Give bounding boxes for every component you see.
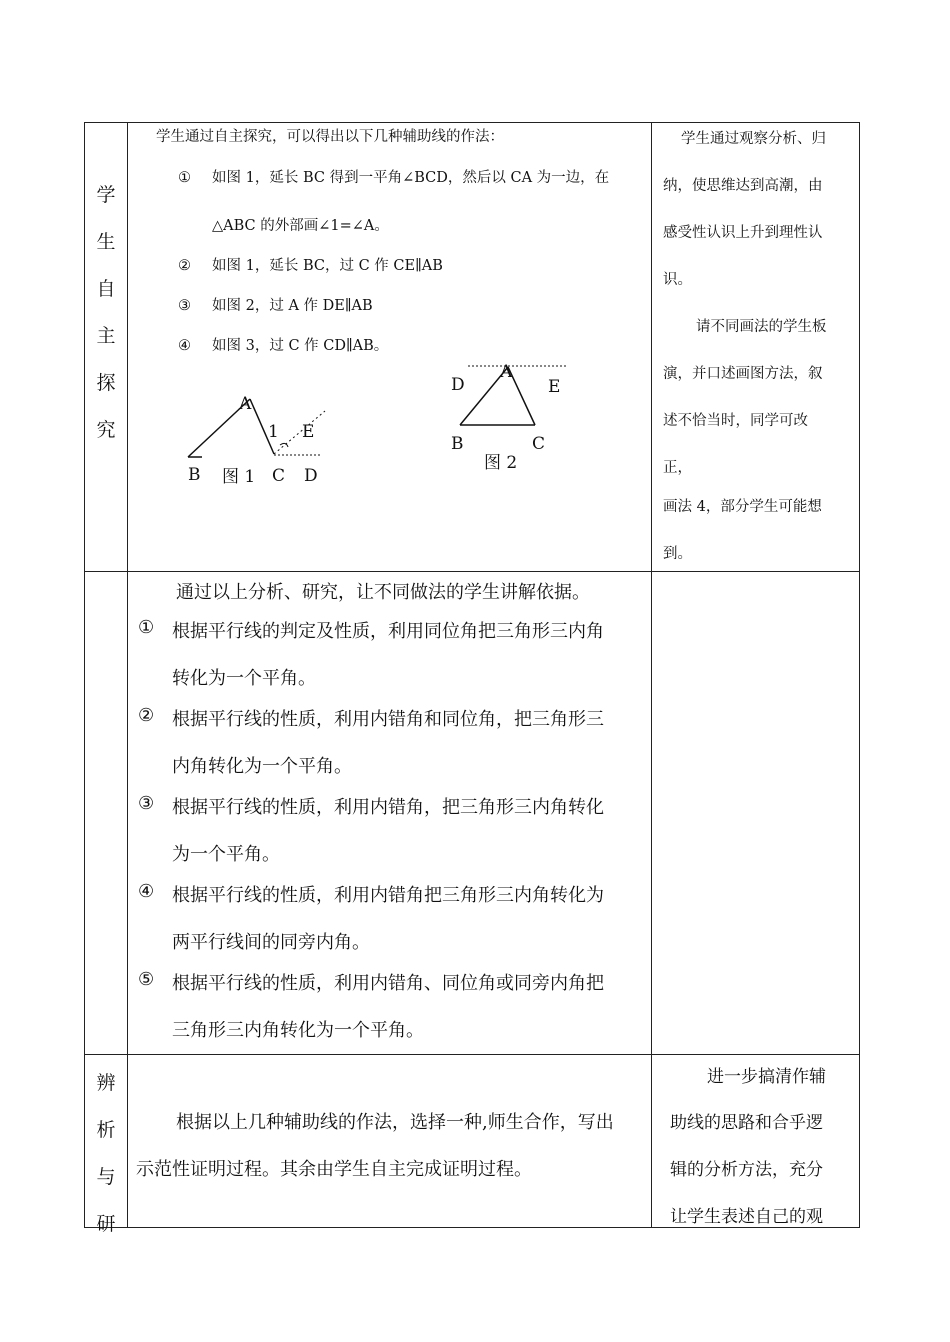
reason-text: 根据平行线的判定及性质，利用同位角把三角形三内角: [172, 621, 604, 642]
section1-note: 请不同画法的学生板: [696, 319, 827, 335]
section1-note: 正，: [663, 460, 692, 476]
table-border-top: [84, 122, 860, 123]
fig2-label-d: D: [451, 375, 465, 395]
section3-note: 让学生表述自己的观: [670, 1207, 823, 1227]
fig2-caption: 图 2: [484, 453, 518, 473]
fig2-label-a: A: [500, 362, 513, 382]
fig2-label-b: B: [451, 434, 464, 454]
fig1-label-1: 1: [268, 422, 279, 442]
reason-number: ②: [138, 705, 155, 726]
side-char: 主: [96, 325, 116, 347]
fig1-caption: 图 1: [222, 467, 256, 487]
section3-note: 助线的思路和合乎逻: [670, 1113, 823, 1133]
side-char: 与: [96, 1166, 116, 1188]
section1-note: 述不恰当时，同学可改: [663, 413, 808, 429]
fig1-label-b: B: [188, 465, 201, 485]
section3-text: 根据以上几种辅助线的作法，选择一种,师生合作，写出: [176, 1112, 614, 1133]
section1-side-label: [84, 172, 128, 454]
fig1-label-a: A: [239, 394, 252, 414]
section1-note: 到。: [663, 546, 692, 562]
method-text: △ABC 的外部画∠1=∠A。: [212, 218, 389, 234]
reason-number: ⑤: [138, 969, 155, 990]
side-char: 研: [96, 1213, 116, 1235]
fig2-label-c: C: [532, 434, 546, 454]
section2-intro: 通过以上分析、研究，让不同做法的学生讲解依据。: [176, 582, 590, 603]
reason-text: 转化为一个平角。: [172, 668, 316, 689]
method-text: 如图 2，过 A 作 DE∥AB: [212, 298, 373, 314]
section3-side-label: [84, 1060, 128, 1248]
side-char: 析: [96, 1119, 116, 1141]
reason-text: 根据平行线的性质，利用内错角和同位角，把三角形三: [172, 709, 604, 730]
side-char: 生: [96, 231, 116, 253]
section1-intro: 学生通过自主探究，可以得出以下几种辅助线的作法：: [156, 129, 504, 145]
side-char: 辨: [96, 1072, 116, 1094]
method-text: 如图 1，延长 BC，过 C 作 CE∥AB: [212, 258, 443, 274]
reason-number: ④: [138, 881, 155, 902]
reason-text: 根据平行线的性质，利用内错角，把三角形三内角转化: [172, 797, 604, 818]
table-border-right: [859, 122, 860, 1228]
row-divider-2: [84, 1054, 860, 1055]
section1-note: 感受性认识上升到理性认: [663, 225, 823, 241]
method-number: ②: [178, 258, 191, 274]
reason-text: 根据平行线的性质，利用内错角、同位角或同旁内角把: [172, 973, 604, 994]
reason-number: ①: [138, 617, 155, 638]
side-char: 探: [96, 372, 116, 394]
method-text: 如图 3，过 C 作 CD∥AB。: [212, 338, 389, 354]
side-char: 究: [96, 419, 116, 441]
fig1-label-d: D: [304, 466, 318, 486]
section3-note: 辑的分析方法，充分: [670, 1160, 823, 1180]
fig2-label-e: E: [548, 377, 561, 397]
method-number: ④: [178, 338, 191, 354]
reason-text: 三角形三内角转化为一个平角。: [172, 1020, 424, 1041]
section3-note: 进一步搞清作辅: [707, 1067, 826, 1087]
method-number: ①: [178, 170, 191, 186]
section1-note: 学生通过观察分析、归: [681, 131, 826, 147]
row-divider-1: [84, 571, 860, 572]
section1-note: 纳，使思维达到高潮，由: [663, 178, 823, 194]
section1-note: 识。: [663, 272, 692, 288]
column-divider-2: [651, 122, 652, 1228]
section1-note: 画法 4，部分学生可能想: [663, 499, 822, 515]
section1-note: 演，并口述画图方法，叙: [663, 366, 823, 382]
reason-text: 根据平行线的性质，利用内错角把三角形三内角转化为: [172, 885, 604, 906]
method-number: ③: [178, 298, 191, 314]
method-text: 如图 1，延长 BC 得到一平角∠BCD，然后以 CA 为一边，在: [212, 170, 610, 186]
fig1-label-c: C: [272, 466, 286, 486]
section3-text: 示范性证明过程。其余由学生自主完成证明过程。: [136, 1159, 532, 1180]
reason-text: 为一个平角。: [172, 844, 280, 865]
reason-number: ③: [138, 793, 155, 814]
table-border-bottom: [84, 1227, 860, 1228]
side-char: 学: [96, 184, 116, 206]
side-char: 自: [96, 278, 116, 300]
fig1-label-e: E: [302, 422, 315, 442]
reason-text: 内角转化为一个平角。: [172, 756, 352, 777]
reason-text: 两平行线间的同旁内角。: [172, 932, 370, 953]
